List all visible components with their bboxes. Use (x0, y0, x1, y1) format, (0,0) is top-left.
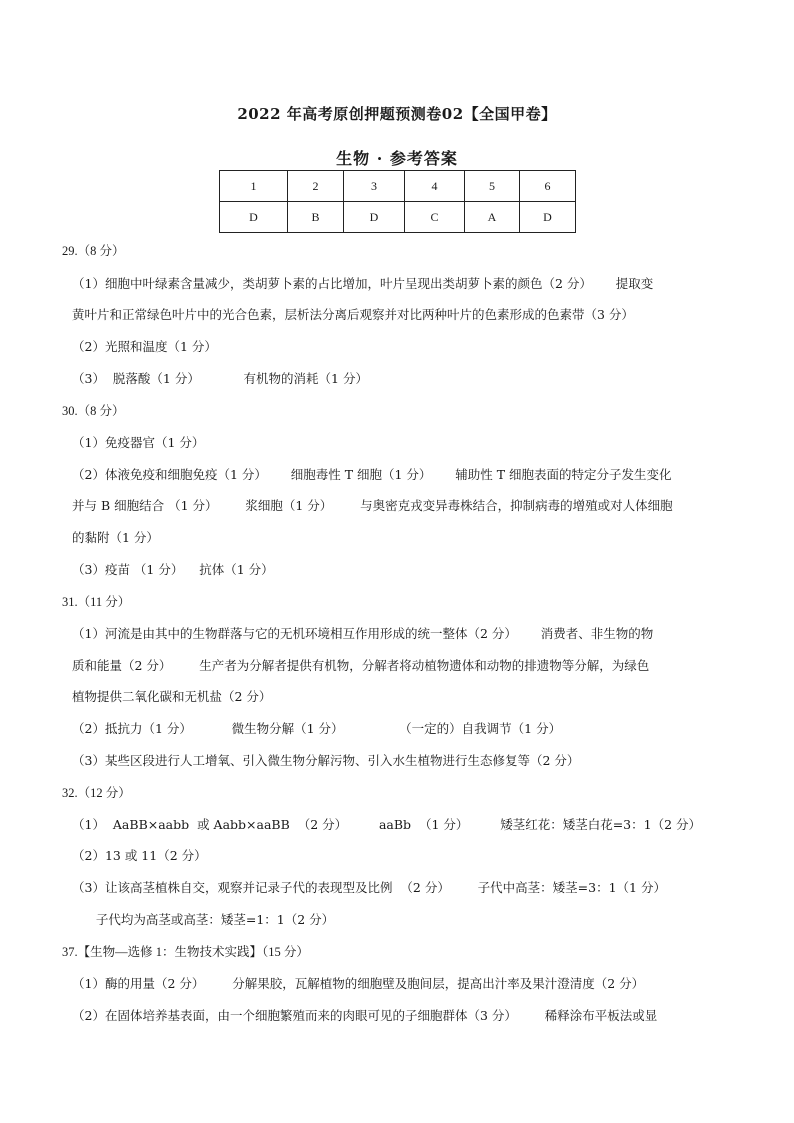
answer-line: 子代均为高茎或高茎：矮茎=1：1（2 分） (72, 912, 335, 927)
answer-line: （3）疫苗 （1 分） 抗体（1 分） (72, 562, 274, 577)
answer-line: 的黏附（1 分） (72, 530, 159, 545)
answer-line: 并与 B 细胞结合 （1 分） 浆细胞（1 分） 与奥密克戎变异毒株结合，抑制病毒的增殖或对人体细胞 (72, 498, 673, 513)
question-29-heading: 29.（8 分） (62, 244, 125, 258)
answer-line: （1） AaBB×aabb 或 Aabb×aaBB （2 分） aaBb （1 分） 矮茎红花：矮茎白花=3：1（2 分） (72, 817, 702, 832)
answer-line: 黄叶片和正常绿色叶片中的光合色素，层析法分离后观察并对比两种叶片的色素形成的色素带（3 分） (72, 307, 634, 322)
answer-line: （1）细胞中叶绿素含量减少，类胡萝卜素的占比增加，叶片呈现出类胡萝卜素的颜色（2 分） 提取变 (72, 276, 654, 291)
answer-cell: D (344, 202, 405, 233)
answer-line: （2）体液免疫和细胞免疫（1 分） 细胞毒性 T 细胞（1 分） 辅助性 T 细胞表面的特定分子发生变化 (72, 467, 672, 482)
question-number-cell: 3 (344, 171, 405, 202)
page-subtitle: 生物 · 参考答案 (336, 149, 458, 168)
question-37-heading: 37.【生物—选修 1：生物技术实践】（15 分） (62, 945, 309, 959)
question-number-cell: 5 (465, 171, 520, 202)
answer-line: 质和能量（2 分） 生产者为分解者提供有机物，分解者将动植物遗体和动物的排遗物等分解，为绿色 (72, 658, 650, 673)
answer-line: （2）在固体培养基表面，由一个细胞繁殖而来的肉眼可见的子细胞群体（3 分） 稀释涂布平板法或显 (72, 1008, 658, 1023)
answer-line: （1）河流是由其中的生物群落与它的无机环境相互作用形成的统一整体（2 分） 消费者、非生物的物 (72, 626, 654, 641)
question-31-heading: 31.（11 分） (62, 595, 131, 609)
question-number-cell: 1 (220, 171, 288, 202)
page-title: 2022 年高考原创押题预测卷02【全国甲卷】 (237, 105, 557, 123)
answer-line: （3）某些区段进行人工增氧、引入微生物分解污物、引入水生植物进行生态修复等（2 分） (72, 753, 580, 768)
answer-line: （3）让该高茎植株自交，观察并记录子代的表现型及比例 （2 分） 子代中高茎：矮茎=3：1（1 分） (72, 880, 666, 895)
answer-row (220, 202, 576, 233)
answer-cell: D (520, 202, 576, 233)
answer-line: （1）免疫器官（1 分） (72, 435, 205, 450)
question-32-heading: 32.（12 分） (62, 786, 131, 800)
answer-cell: C (405, 202, 465, 233)
answer-line: 植物提供二氧化碳和无机盐（2 分） (72, 689, 272, 704)
answer-cell: D (220, 202, 288, 233)
answer-line: （1）酶的用量（2 分） 分解果胶，瓦解植物的细胞壁及胞间层，提高出汁率及果汁澄清度（2 分） (72, 976, 645, 991)
question-number-cell: 6 (520, 171, 576, 202)
question-30-heading: 30.（8 分） (62, 404, 125, 418)
question-number-cell: 2 (288, 171, 344, 202)
answer-line: （2）光照和温度（1 分） (72, 339, 217, 354)
answer-cell: A (465, 202, 520, 233)
answer-table (219, 170, 576, 233)
answer-line: （2）抵抗力（1 分） 微生物分解（1 分） （一定的）自我调节（1 分） (72, 721, 562, 736)
question-number-row (220, 171, 576, 202)
answer-line: （2）13 或 11（2 分） (72, 848, 207, 863)
answer-cell: B (288, 202, 344, 233)
question-number-cell: 4 (405, 171, 465, 202)
answer-line: （3） 脱落酸（1 分） 有机物的消耗（1 分） (72, 371, 368, 386)
